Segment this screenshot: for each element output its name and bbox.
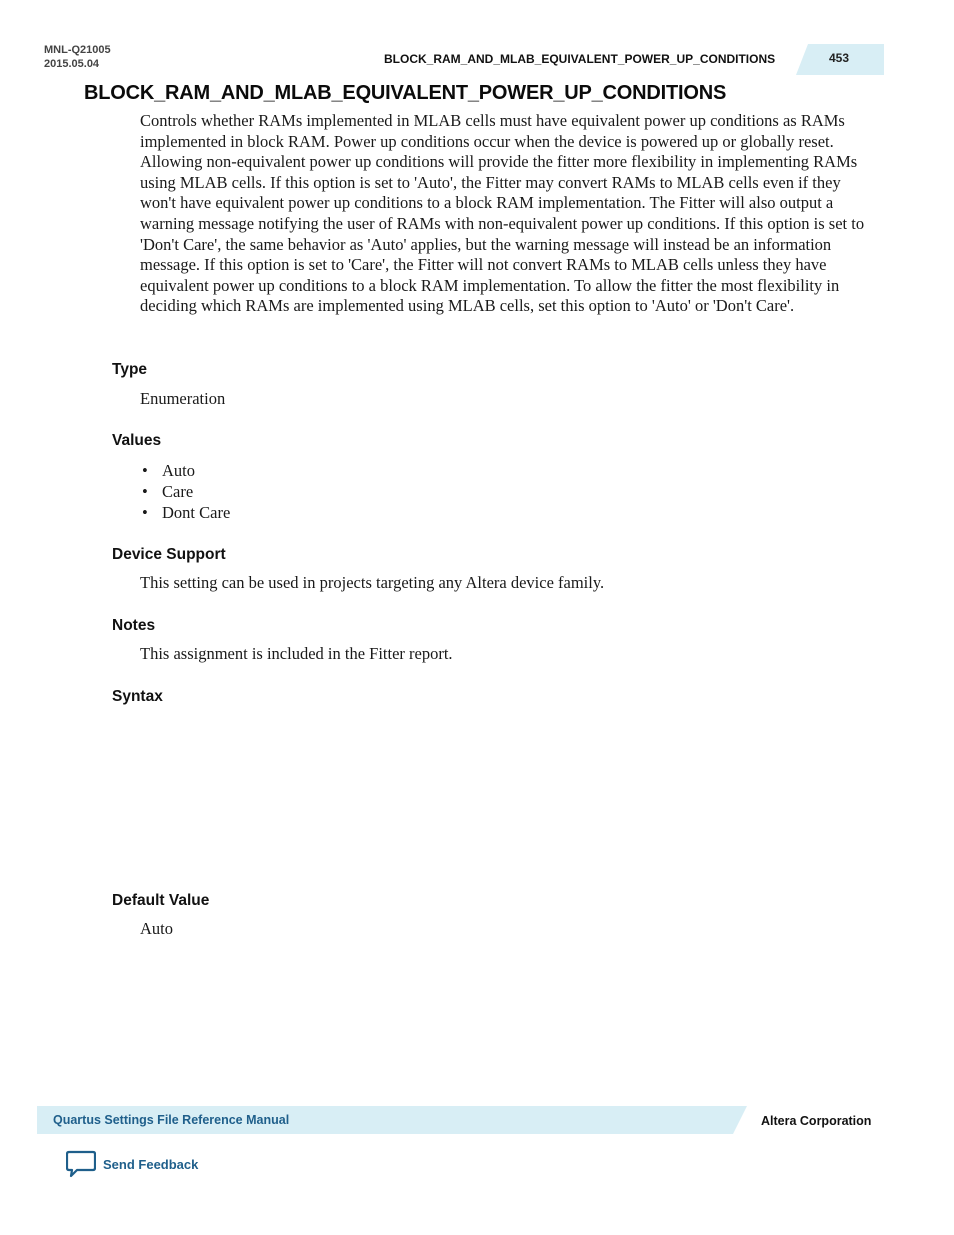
footer-manual-title: Quartus Settings File Reference Manual <box>53 1113 290 1127</box>
page-number: 453 <box>829 51 850 65</box>
page-title: BLOCK_RAM_AND_MLAB_EQUIVALENT_POWER_UP_CONDITIONS <box>84 82 727 104</box>
speech-bubble-icon <box>66 1150 96 1178</box>
notes-heading: Notes <box>112 617 156 634</box>
type-value: Enumeration <box>140 389 226 408</box>
send-feedback-link[interactable] <box>66 1150 198 1178</box>
notes-text: This assignment is included in the Fitter report. <box>140 644 453 663</box>
doc-id-block <box>44 43 111 71</box>
values-heading: Values <box>112 432 162 449</box>
default-value-heading: Default Value <box>112 892 210 909</box>
doc-id: MNL-Q21005 <box>44 44 111 56</box>
device-support-text: This setting can be used in projects targeting any Altera device family. <box>140 573 605 592</box>
device-support-heading: Device Support <box>112 546 226 563</box>
footer-company: Altera Corporation <box>761 1114 872 1128</box>
type-heading: Type <box>112 361 148 378</box>
bullet-icon: • <box>142 461 148 480</box>
list-item: • Dont Care <box>142 503 231 522</box>
list-item: • Care <box>142 482 194 501</box>
default-value-text: Auto <box>140 919 173 938</box>
running-title: BLOCK_RAM_AND_MLAB_EQUIVALENT_POWER_UP_CONDITIONS <box>384 52 776 66</box>
doc-date: 2015.05.04 <box>44 58 100 70</box>
send-feedback-label: Send Feedback <box>103 1156 199 1172</box>
bullet-icon: • <box>142 503 148 522</box>
list-item: • Auto <box>142 461 195 480</box>
bullet-icon: • <box>142 482 148 501</box>
syntax-heading: Syntax <box>112 688 163 705</box>
values-list <box>140 460 230 523</box>
description: Controls whether RAMs implemented in MLAB cells must have equivalent power up conditions as RAMs implemented in block RAM. Power up conditions occur when the device is powered up or globally reset. Allowing non-equivalent power up conditions will provide the fitter more flexibility in implementing RAMs using MLAB cells. If this option is set to 'Auto', the Fitter may convert RAMs to MLAB cells even if they won't have equivalent power up conditions to a block RAM implementation. The Fitter will also output a warning message notifying the user of RAMs with non-equivalent power up conditions. If this option is set to 'Don't Care', the same behavior as 'Auto' applies, but the warning message will instead be an information message. If this option is set to 'Care', the Fitter will not convert RAMs to MLAB cells unless they have equivalent power up conditions to a block RAM implementation. To allow the fitter the most flexibility in deciding which RAMs are implemented using MLAB cells, set this option to 'Auto' or 'Don't Care'. <box>140 111 865 316</box>
